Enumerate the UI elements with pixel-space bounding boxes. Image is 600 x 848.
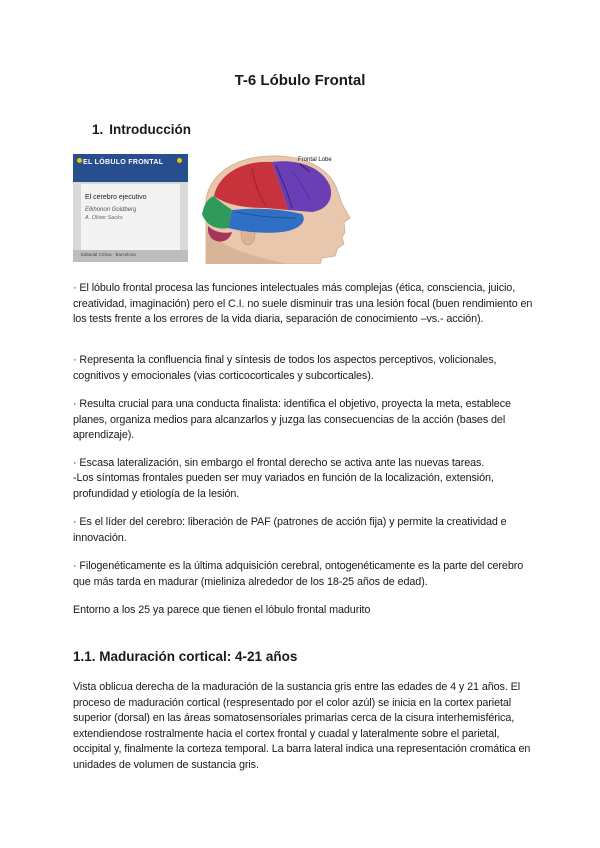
section-heading-maduracion-cortical: 1.1. Maduración cortical: 4-21 años xyxy=(73,649,298,664)
book-author: Elkhonon Goldberg xyxy=(85,207,137,213)
paragraph: Vista oblicua derecha de la maduración de la sustancia gris entre las edades de 4 y 21 años. El proceso de maduración cortical (respresentado por el color azúl) se inicia en la cortex parietal superior (dorsal) en las áreas somatosensoriales primarias cerca de la cisura interhemisférica, extendiendose rostralmente hacia el cortex frontal y cuadal y lateralmente sobre el parietal, occipital y, finalmente la corteza temporal. La barra lateral indica una representación cromática en unidades de volumen de sustancia gris. xyxy=(73,681,531,771)
paragraph: · Resulta crucial para una conducta finalista: identifica el objetivo, proyecta la meta, establece planes, organiza medios para alcanzarlos y juzga las consecuencias de la acción (bases del aprendizaje). xyxy=(73,398,511,441)
paragraph: · Escasa lateralización, sin embargo el frontal derecho se activa ante las nuevas tareas. xyxy=(73,457,485,469)
book-cover-image xyxy=(73,154,188,262)
section-heading-introduccion xyxy=(92,122,191,137)
paragraph: · Es el líder del cerebro: liberación de PAF (patrones de acción fija) y permite la creatividad e innovación. xyxy=(73,516,507,544)
book-dot-icon xyxy=(77,158,82,163)
paragraph: · Filogenéticamente es la última adquisición cerebral, ontogenéticamente es la parte del cerebro que más tarda en madurar (mieliniza alrededor de los 18-25 años de edad). xyxy=(73,560,524,588)
paragraph: · Representa la confluencia final y síntesis de todos los aspectos perceptivos, volicionales, cognitivos y emocionales (vias corticocorticales y subcorticales). xyxy=(73,354,497,382)
brain-illustration xyxy=(192,152,363,264)
page-title: T-6 Lóbulo Frontal xyxy=(234,72,366,89)
section-number: 1. xyxy=(92,122,104,137)
book-dot-icon xyxy=(177,158,182,163)
book-author-secondary: A. Oliver Sacks xyxy=(85,215,123,221)
paragraph: Entorno a los 25 ya parece que tienen el lóbulo frontal madurito xyxy=(73,604,371,616)
book-series-title: EL LÓBULO FRONTAL xyxy=(83,159,164,166)
paragraph: · El lóbulo frontal procesa las funciones intelectuales más complejas (ética, consciencia, juicio, creatividad, imaginación) pero el C.I. no suele disminuir tras una lesión focal (buen rendimiento en los tests frente a los errores de la vida diaria, separación de conocimiento –vs.- acción). xyxy=(73,282,533,325)
book-publisher: Editorial Crítica · Barcelona xyxy=(81,252,136,257)
book-subtitle: El cerebro ejecutivo xyxy=(85,194,147,201)
section-title: Introducción xyxy=(109,122,192,137)
frontal-lobe-label: Frontal Lobe xyxy=(298,157,332,163)
paragraph: -Los síntomas frontales pueden ser muy variados en función de la localización, extensión, profundidad y etiología de la lesión. xyxy=(73,472,494,500)
